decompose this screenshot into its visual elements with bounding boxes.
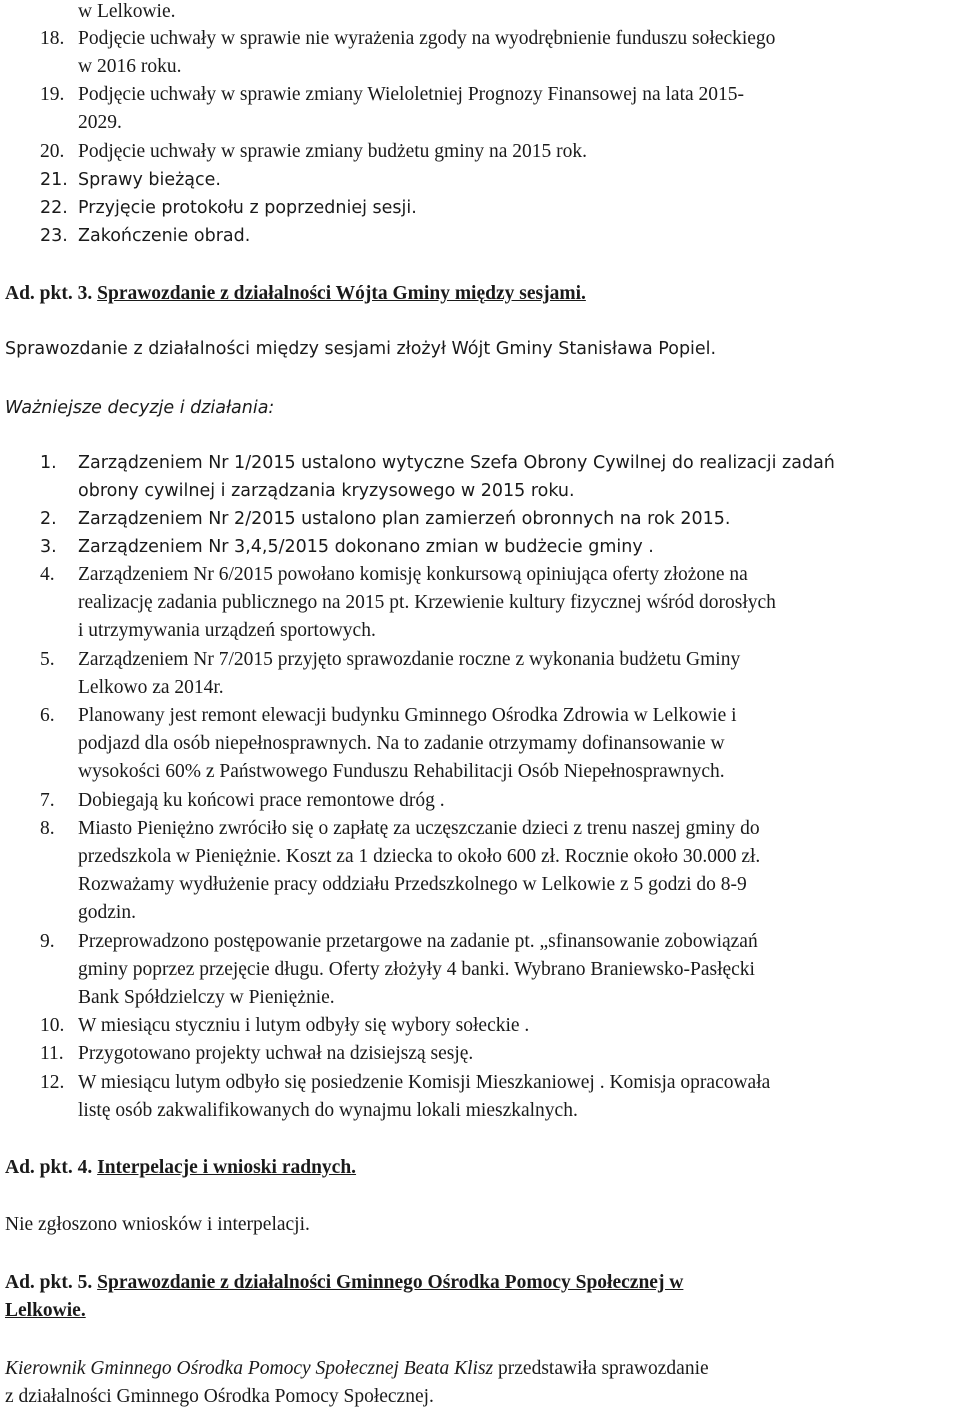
list-number: 10. — [40, 1015, 65, 1036]
agenda-number: 22. — [40, 198, 68, 218]
section-heading — [5, 1269, 683, 1297]
agenda-item-text: Podjęcie uchwały w sprawie zmiany Wieloletniej Prognozy Finansowej na lata 2015- — [78, 84, 745, 105]
list-number: 4. — [40, 564, 55, 585]
section-title: Sprawozdanie z działalności Gminnego Ośrodka Pomocy Społecznej w — [97, 1272, 684, 1293]
list-number: 12. — [40, 1072, 65, 1093]
list-number: 9. — [40, 931, 55, 952]
section-text: z działalności Gminnego Ośrodka Pomocy Społecznej. — [5, 1386, 434, 1407]
list-item-text: przedszkola w Pieniężnie. Koszt za 1 dziecka to około 600 zł. Rocznie około 30.000 zł. — [78, 846, 761, 867]
list-number: 6. — [40, 705, 55, 726]
agenda-item-text: Podjęcie uchwały w sprawie zmiany budżetu gminy na 2015 rok. — [78, 141, 588, 162]
list-item-text: obrony cywilnej i zarządzania kryzysowego w 2015 roku. — [78, 481, 575, 501]
list-item-text: gminy poprzez przejęcie długu. Oferty złożyły 4 banki. Wybrano Braniewsko-Pasłęcki — [78, 959, 755, 980]
agenda-number: 21. — [40, 170, 68, 190]
list-number: 11. — [40, 1043, 64, 1064]
list-number: 5. — [40, 649, 55, 670]
speaker-name: Kierownik Gminnego Ośrodka Pomocy Społecznej Beata Klisz — [5, 1358, 494, 1379]
list-item-text: wysokości 60% z Państwowego Funduszu Rehabilitacji Osób Niepełnosprawnych. — [78, 761, 725, 782]
list-item-text: W miesiącu lutym odbyło się posiedzenie Komisji Mieszkaniowej . Komisja opracowała — [78, 1072, 771, 1093]
subheading: Ważniejsze decyzje i działania: — [5, 398, 275, 418]
list-item-text: godzin. — [78, 902, 136, 923]
section-prefix: Ad. pkt. 5. — [5, 1272, 93, 1293]
continued-text: w Lelkowie. — [78, 1, 176, 22]
section-intro: Sprawozdanie z działalności między sesjami złożył Wójt Gminy Stanisława Popiel. — [5, 339, 717, 359]
list-item-text: Przeprowadzono postępowanie przetargowe na zadanie pt. „sfinansowanie zobowiązań — [78, 931, 758, 952]
agenda-item-text: Przyjęcie protokołu z poprzedniej sesji. — [78, 198, 417, 218]
list-item-text: realizację zadania publicznego na 2015 pt. Krzewienie kultury fizycznej wśród dorosłych — [78, 592, 776, 613]
list-item-text: Zarządzeniem Nr 1/2015 ustalono wytyczne Szefa Obrony Cywilnej do realizacji zadań — [78, 453, 835, 473]
list-number: 8. — [40, 818, 55, 839]
agenda-item-text: 2029. — [78, 112, 122, 133]
list-item-text: podjazd dla osób niepełnosprawnych. Na to zadanie otrzymamy dofinansowanie w — [78, 733, 725, 754]
list-item-text: Zarządzeniem Nr 7/2015 przyjęto sprawozdanie roczne z wykonania budżetu Gminy — [78, 649, 741, 670]
list-item-text: Lelkowo za 2014r. — [78, 677, 224, 698]
agenda-item-text: Sprawy bieżące. — [78, 170, 221, 190]
list-number: 1. — [40, 453, 57, 473]
agenda-number: 23. — [40, 226, 68, 246]
list-item-text: listę osób zakwalifikowanych do wynajmu lokali mieszkalnych. — [78, 1100, 578, 1121]
list-item-text: Przygotowano projekty uchwał na dzisiejszą sesję. — [78, 1043, 474, 1064]
agenda-item-text: Podjęcie uchwały w sprawie nie wyrażenia zgody na wyodrębnienie funduszu sołeckiego — [78, 28, 776, 49]
section-text — [5, 1355, 709, 1383]
list-item-text: Dobiegają ku końcowi prace remontowe dróg . — [78, 790, 445, 811]
agenda-number: 20. — [40, 141, 65, 162]
section-heading — [5, 280, 586, 308]
section-text-rest: przedstawiła sprawozdanie — [493, 1358, 709, 1379]
section-title-continued: Lelkowie. — [5, 1300, 86, 1321]
list-number: 3. — [40, 537, 57, 557]
section-text: Nie zgłoszono wniosków i interpelacji. — [5, 1214, 310, 1235]
agenda-item-text: w 2016 roku. — [78, 56, 182, 77]
agenda-number: 19. — [40, 84, 65, 105]
list-item-text: Zarządzeniem Nr 3,4,5/2015 dokonano zmian w budżecie gminy . — [78, 537, 654, 557]
section-heading — [5, 1154, 356, 1182]
agenda-item-text: Zakończenie obrad. — [78, 226, 251, 246]
list-item-text: W miesiącu styczniu i lutym odbyły się wybory sołeckie . — [78, 1015, 530, 1036]
section-title: Interpelacje i wnioski radnych. — [97, 1157, 357, 1178]
list-number: 7. — [40, 790, 55, 811]
list-item-text: Miasto Pieniężno zwróciło się o zapłatę za uczęszczanie dzieci z trenu naszej gminy do — [78, 818, 760, 839]
list-number: 2. — [40, 509, 57, 529]
list-item-text: Zarządzeniem Nr 2/2015 ustalono plan zamierzeń obronnych na rok 2015. — [78, 509, 731, 529]
section-title: Sprawozdanie z działalności Wójta Gminy między sesjami. — [97, 283, 586, 304]
agenda-number: 18. — [40, 28, 65, 49]
list-item-text: Zarządzeniem Nr 6/2015 powołano komisję konkursową opiniująca oferty złożone na — [78, 564, 748, 585]
section-prefix: Ad. pkt. 3. — [5, 283, 93, 304]
list-item-text: i utrzymywania urządzeń sportowych. — [78, 620, 376, 641]
section-prefix: Ad. pkt. 4. — [5, 1157, 93, 1178]
list-item-text: Planowany jest remont elewacji budynku Gminnego Ośrodka Zdrowia w Lelkowie i — [78, 705, 737, 726]
list-item-text: Bank Spółdzielczy w Pieniężnie. — [78, 987, 335, 1008]
list-item-text: Rozważamy wydłużenie pracy oddziału Przedszkolnego w Lelkowie z 5 godzi do 8-9 — [78, 874, 747, 895]
